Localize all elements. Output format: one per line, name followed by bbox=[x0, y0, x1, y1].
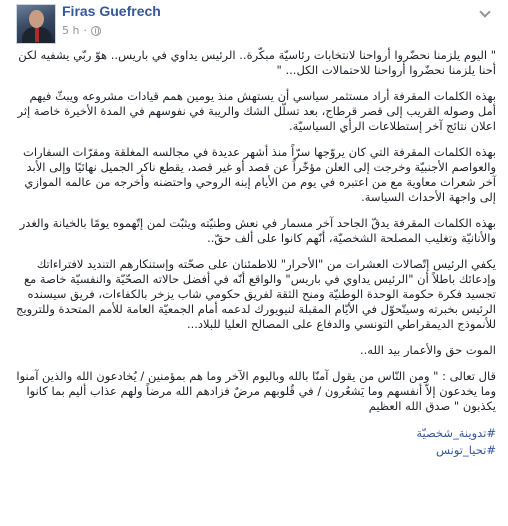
post-meta bbox=[62, 24, 101, 37]
post-paragraph: قال تعالى : " ومن النّاس من يقول آمنّا بالله وباليوم الآخر وما هم بمؤمنين / يُخادعون الله والذين آمنوا وما يخدعون إلاّ أنفسهم وما يَشعُرون / في قُلوبهم مرضٌ فزادهم الله مرضاً ولهم عذاب أليم بما كانوا يكذبون " صدق الله العظيم bbox=[16, 369, 496, 413]
hashtag-link[interactable]: #تدوينة_شخصيّة bbox=[416, 426, 496, 440]
post-paragraph: يكفي الرئيس إتّصالات العشرات من "الأحرار" للاطمئنان على صحّته وإستنكارهم التنديد لافتراءاتك وإدعائك باطلاً أن "الرئيس يداوي في باريس" والواقع أنّه في أفضل حالاته الصحّيّة والنفسيّة خاصة مع تجسيد فكرة حكومة الوحدة الوطنيّة ومنح الثقة لفريق حكومي شاب يزخر بالكفاءات، فريق سيسنده الرئيس بخبرته وسيتّحوّل في الأيّام المقبلة لنيويورك لدعمه أمام الجمعيّة العامة للأمم المتحدة وللترويج للأنموذج الديمقراطي التونسي والدفاع على المصالح العليا للبلاد... bbox=[16, 257, 496, 331]
post-paragraph: بهذه الكلمات المقرفة التي كان يروّجها سرّاً منذ أشهر عديدة في مجالسه المغلقة ومقرّات السفارات والعواصم الأجنبيّة وخرجت إلى العلن مؤخّراً عن قصد أو غير قصد، يقطع ناكر الجميل نهائيًا وإلى الأبد آخر شعرات معاوية مع من اعتبره في يوم من الأيام إبنه الروحي واحتضنه وأخرجه من عالمه الموازي إلى واجهة الأحداث السياسة. bbox=[23, 145, 496, 204]
post-paragraph: بهذه الكلمات المقرفة يدقّ الجاحد آخر مسمار في نعش وطنيّته ويثبّت لمن إتّهموه يومًا بالخيانة والغدر والأنانيّة وتغليب المصلحة الشخصيّة، أنّهم كانوا على ألف حقّ.. bbox=[19, 216, 496, 245]
post-hashtags bbox=[8, 425, 500, 459]
globe-icon[interactable] bbox=[91, 26, 101, 36]
post-header bbox=[8, 0, 500, 48]
hashtag-link[interactable]: #تحيا_تونس bbox=[436, 443, 496, 457]
post-timestamp[interactable]: 5 h bbox=[62, 24, 80, 37]
post-paragraph: الموت حق والأعمار بيد الله.. bbox=[359, 343, 496, 357]
author-avatar[interactable] bbox=[16, 4, 56, 44]
meta-separator: · bbox=[83, 24, 87, 37]
author-name[interactable]: Firas Guefrech bbox=[62, 3, 161, 19]
post-body bbox=[8, 48, 500, 414]
post-paragraph: " اليوم يلزمنا نحضّروا أرواحنا لانتخابات رئاسيّة مبكّرة.. الرئيس يداوي في باريس.. هوّ ربّي يشفيه لكن أحنا يلزمنا نحضّروا أرواحنا للاحتمالات الكل... " bbox=[18, 48, 496, 77]
chevron-down-icon[interactable] bbox=[480, 8, 490, 18]
post-paragraph: بهذه الكلمات المقرفة أراد مستثمر سياسي أن يستهش منذ يومين همم قيادات مشروعه ويبثّ فيهم أمل وصوله القريب إلى قصر قرطاج، بعد تسلّل الشك والريبة في نفوسهم في المدة الأخيرة خاصة إثر اعلان نتائج آخر إستطلاعات الرأي السياسيّة. bbox=[17, 89, 496, 133]
